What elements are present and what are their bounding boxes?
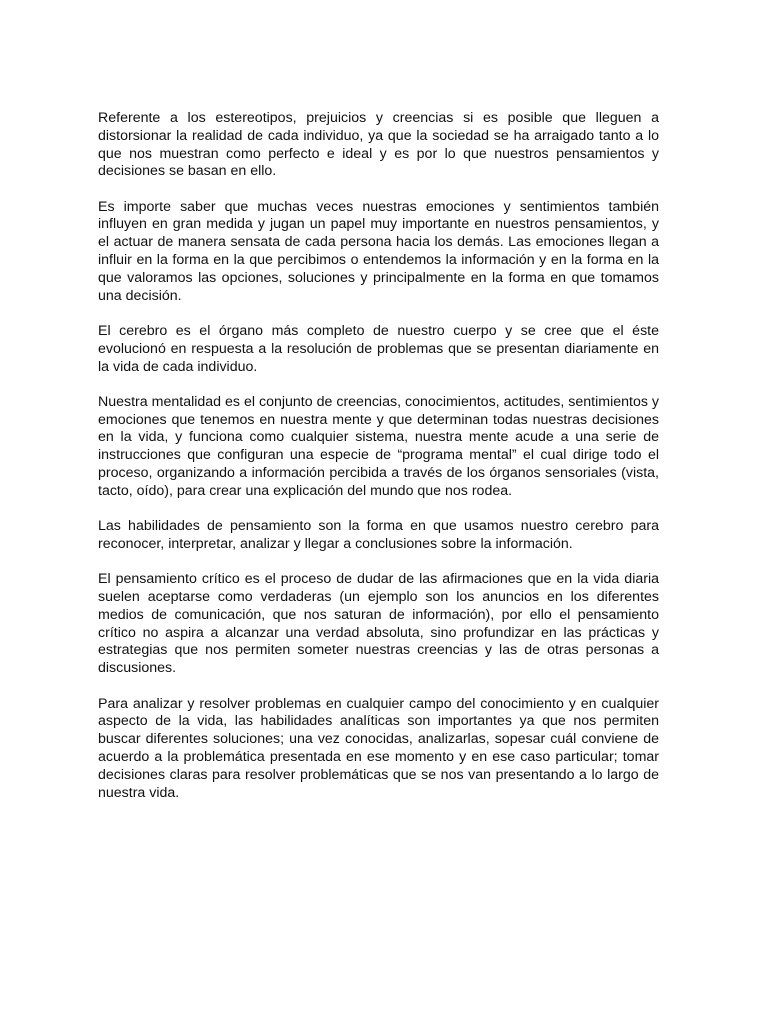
paragraph-estereotipos: Referente a los estereotipos, prejuicios y creencias si es posible que lleguen a distorsionar la realidad de cada individuo, ya que la sociedad se ha arraigado tanto a lo que nos muestran como perfecto e ideal y es por lo que nuestros pensamientos y decisiones se basan en ello.: [98, 110, 659, 180]
paragraph-habilidades-pensamiento: Las habilidades de pensamiento son la forma en que usamos nuestro cerebro para reconocer, interpretar, analizar y llegar a conclusiones sobre la información.: [98, 518, 659, 552]
paragraph-pensamiento-critico: El pensamiento crítico es el proceso de dudar de las afirmaciones que en la vida diaria suelen aceptarse como verdaderas (un ejemplo son los anuncios en los diferentes medios de comunicación, que nos saturan de información), por ello el pensamiento crítico no aspira a alcanzar una verdad absoluta, sino profundizar en las prácticas y estrategias que nos permiten someter nuestras creencias y las de otras personas a discusiones.: [98, 571, 659, 677]
paragraph-resolver-problemas: Para analizar y resolver problemas en cualquier campo del conocimiento y en cualquier aspecto de la vida, las habilidades analíticas son importantes ya que nos permiten buscar diferentes soluciones; una vez conocidas, analizarlas, sopesar cuál conviene de acuerdo a la problemática presentada en ese momento y en ese caso particular; tomar decisiones claras para resolver problemáticas que se nos van presentando a lo largo de nuestra vida.: [98, 695, 659, 801]
paragraph-cerebro: El cerebro es el órgano más completo de nuestro cuerpo y se cree que el éste evolucionó en respuesta a la resolución de problemas que se presentan diariamente en la vida de cada individuo.: [98, 322, 659, 375]
paragraph-emociones: Es importe saber que muchas veces nuestras emociones y sentimientos también influyen en gran medida y jugan un papel muy importante en nuestros pensamientos, y el actuar de manera sensata de cada persona hacia los demás. Las emociones llegan a influir en la forma en la que percibimos o entendemos la información y en la forma en la que valoramos las opciones, soluciones y principalmente en la forma en que tomamos una decisión.: [98, 198, 659, 304]
document-body: [98, 110, 659, 820]
paragraph-mentalidad: Nuestra mentalidad es el conjunto de creencias, conocimientos, actitudes, sentimientos y emociones que tenemos en nuestra mente y que determinan todas nuestras decisiones en la vida, y funciona como cualquier sistema, nuestra mente acude a una serie de instrucciones que configuran una especie de “programa mental” el cual dirige todo el proceso, organizando a información percibida a través de los órganos sensoriales (vista, tacto, oído), para crear una explicación del mundo que nos rodea.: [98, 393, 659, 499]
